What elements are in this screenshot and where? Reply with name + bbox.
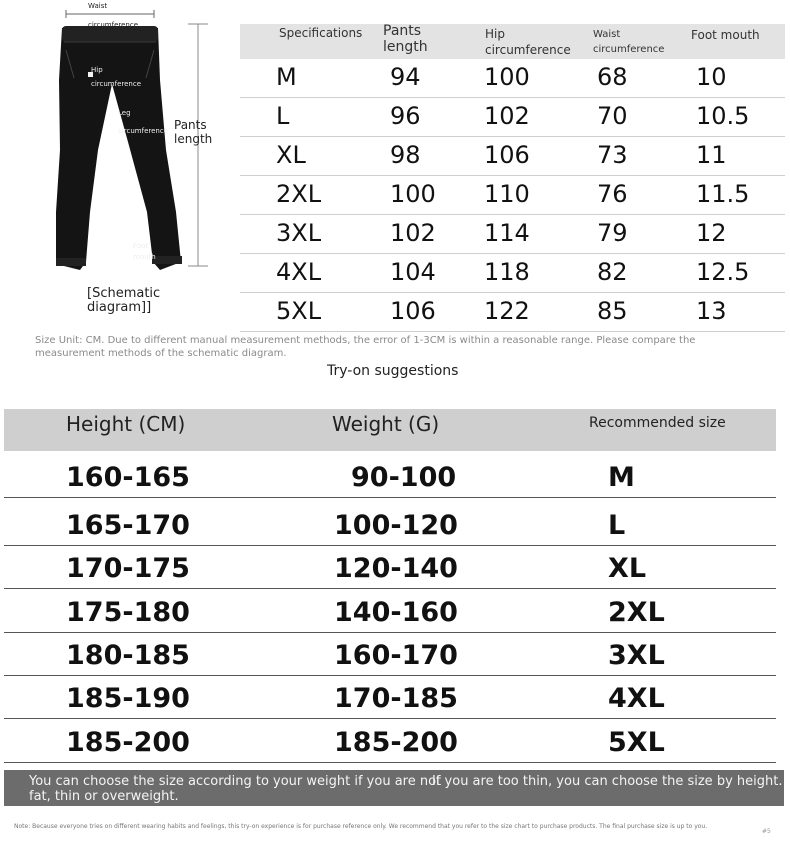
cell-hip: 100 (484, 63, 530, 91)
cell-weight-range: 100-120 (334, 510, 458, 541)
cell-hip: 102 (484, 102, 530, 130)
cell-recommended-size: 4XL (608, 683, 665, 714)
page-mark: #5 (762, 828, 771, 835)
size-table-body (240, 59, 785, 332)
size-table-row (240, 137, 785, 176)
schematic-caption-2: diagram]] (87, 300, 152, 315)
banner-left-line-1: You can choose the size according to your weight if you are not (29, 774, 442, 789)
header-pants-length-2: length (383, 39, 428, 55)
size-table-row (240, 59, 785, 98)
cell-waist: 76 (597, 180, 628, 208)
cell-waist: 70 (597, 102, 628, 130)
header-height: Height (CM) (66, 412, 186, 436)
schematic-caption-1: [Schematic (87, 286, 161, 301)
foot-sub-label: mouth (133, 253, 156, 261)
size-table (240, 24, 785, 332)
cell-foot-mouth: 12.5 (696, 258, 750, 286)
cell-foot-mouth: 12 (696, 219, 727, 247)
recommend-table-row (4, 719, 776, 763)
recommend-table-row (4, 451, 776, 498)
cell-recommended-size: L (608, 510, 626, 541)
size-table-row (240, 176, 785, 215)
header-foot-mouth: Foot mouth (691, 28, 760, 42)
cell-pants-length: 102 (390, 219, 436, 247)
cell-waist: 82 (597, 258, 628, 286)
cell-foot-mouth: 11.5 (696, 180, 750, 208)
cell-weight-range: 185-200 (334, 727, 458, 758)
advice-banner (4, 770, 784, 806)
leg-label: Leg (118, 109, 131, 117)
cell-height-range: 170-175 (66, 553, 190, 584)
header-waist: Waist (593, 29, 621, 40)
cell-waist: 68 (597, 63, 628, 91)
cell-waist: 73 (597, 141, 628, 169)
cell-pants-length: 100 (390, 180, 436, 208)
cell-pants-length: 96 (390, 102, 421, 130)
cell-recommended-size: M (608, 462, 635, 493)
leg-sub-label: circumference (118, 127, 169, 135)
size-table-row (240, 98, 785, 137)
header-weight: Weight (G) (332, 412, 440, 436)
recommend-table-header (4, 409, 776, 451)
schematic-diagram (0, 0, 240, 330)
hip-sub-label: circumference (91, 80, 142, 88)
header-recommended-size: Recommended size (589, 415, 726, 431)
header-specifications: Specifications (279, 26, 363, 40)
cell-size: 5XL (276, 297, 322, 325)
cell-pants-length: 106 (390, 297, 436, 325)
cell-recommended-size: 3XL (608, 640, 665, 671)
cell-hip: 106 (484, 141, 530, 169)
cell-height-range: 180-185 (66, 640, 190, 671)
recommend-table-row (4, 589, 776, 633)
waist-label: Waist (88, 2, 108, 10)
waist-sub-label: circumference (88, 21, 139, 29)
header-pants-length: Pants (383, 23, 422, 39)
cell-foot-mouth: 13 (696, 297, 727, 325)
cell-hip: 118 (484, 258, 530, 286)
size-table-row (240, 254, 785, 293)
banner-right: If you are too thin, you can choose the size by height. (432, 774, 783, 789)
tryon-title: Try-on suggestions (327, 363, 459, 379)
cell-hip: 122 (484, 297, 530, 325)
cell-height-range: 185-190 (66, 683, 190, 714)
size-table-header (240, 24, 785, 59)
hip-label: Hip (91, 66, 103, 74)
recommend-table-row (4, 546, 776, 589)
cell-recommended-size: 5XL (608, 727, 665, 758)
foot-label: Foot (133, 242, 149, 250)
banner-left-line-2: fat, thin or overweight. (29, 789, 179, 804)
header-hip: Hip (485, 27, 505, 41)
cell-height-range: 175-180 (66, 597, 190, 628)
cell-foot-mouth: 10.5 (696, 102, 750, 130)
size-table-row (240, 215, 785, 254)
recommend-table-row (4, 633, 776, 676)
pants-length-label-2: length (174, 132, 213, 146)
recommend-table-row (4, 676, 776, 719)
cell-weight-range: 170-185 (334, 683, 458, 714)
cell-size: 2XL (276, 180, 322, 208)
header-hip-2: circumference (485, 43, 571, 57)
cell-size: M (276, 63, 297, 91)
cell-size: 3XL (276, 219, 322, 247)
cell-pants-length: 94 (390, 63, 421, 91)
cell-waist: 85 (597, 297, 628, 325)
size-table-row (240, 293, 785, 332)
cell-hip: 114 (484, 219, 530, 247)
cell-size: 4XL (276, 258, 322, 286)
cell-height-range: 185-200 (66, 727, 190, 758)
size-unit-note: Size Unit: CM. Due to different manual measurement methods, the error of 1-3CM is within a reasonable range. Please compare the measurement methods of the schematic diagram. (35, 335, 696, 359)
cell-pants-length: 98 (390, 141, 421, 169)
cell-size: XL (276, 141, 306, 169)
cell-foot-mouth: 10 (696, 63, 727, 91)
cell-hip: 110 (484, 180, 530, 208)
cell-weight-range: 90-100 (351, 462, 457, 493)
cell-pants-length: 104 (390, 258, 436, 286)
cell-foot-mouth: 11 (696, 141, 727, 169)
cell-height-range: 160-165 (66, 462, 190, 493)
cell-weight-range: 140-160 (334, 597, 458, 628)
cell-waist: 79 (597, 219, 628, 247)
cell-height-range: 165-170 (66, 510, 190, 541)
recommend-table-row (4, 498, 776, 546)
cell-recommended-size: 2XL (608, 597, 665, 628)
pants-length-label-1: Pants (174, 118, 207, 132)
header-waist-2: circumference (593, 44, 665, 55)
cell-weight-range: 160-170 (334, 640, 458, 671)
cell-weight-range: 120-140 (334, 553, 458, 584)
cell-size: L (276, 102, 290, 130)
bottom-note: Note: Because everyone tries on different wearing habits and feelings, this try-on experience is for purchase reference only. We recommend that you refer to the size chart to purchase products. The final purchase size is up to you. (14, 823, 708, 830)
cell-recommended-size: XL (608, 553, 647, 584)
